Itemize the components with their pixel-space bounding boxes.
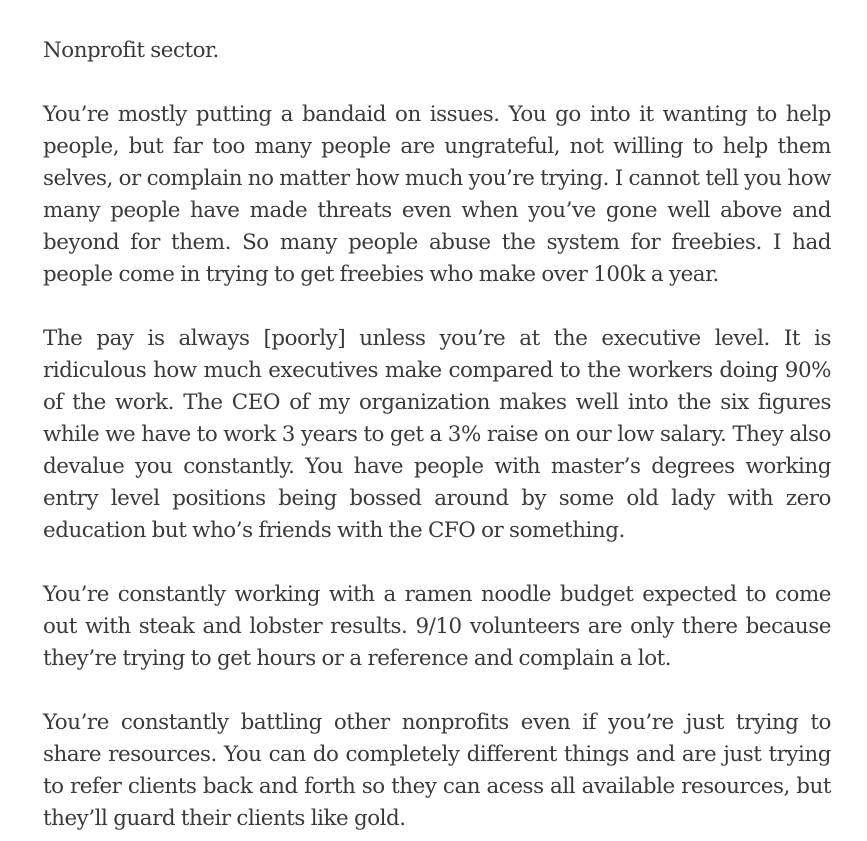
- article-body: [43, 35, 831, 835]
- paragraph-pay: The pay is always [poorly] unless you’re at the executive level. It is ridiculous how much executives make compared to the workers doing 90% of the work. The CEO of my organization makes well into the six figures while we have to work 3 years to get a 3% raise on our low salary. They also devalue you constantly. You have people with master’s degrees working entry level positions being bossed around by some old lady with zero education but who’s friends with the CFO or something.: [43, 326, 831, 543]
- paragraph-budget: You’re constantly working with a ramen noodle budget expected to come out with steak and lobster results. 9/10 volunteers are only there because they’re trying to get hours or a reference and complain a lot.: [43, 582, 831, 671]
- paragraph-bandaid: You’re mostly putting a bandaid on issues. You go into it wanting to help people, but far too many people are ungrateful, not willing to help them selves, or complain no matter how much you’re trying. I cannot tell you how many people have made threats even when you’ve gone well above and beyond for them. So many people abuse the system for freebies. I had people come in trying to get freebies who make over 100k a year.: [43, 102, 831, 287]
- paragraph-competition: You’re constantly battling other nonprofits even if you’re just trying to share resources. You can do completely different things and are just trying to refer clients back and forth so they can acess all available resources, but they’ll guard their clients like gold.: [43, 710, 831, 831]
- article-heading: Nonprofit sector.: [43, 38, 219, 63]
